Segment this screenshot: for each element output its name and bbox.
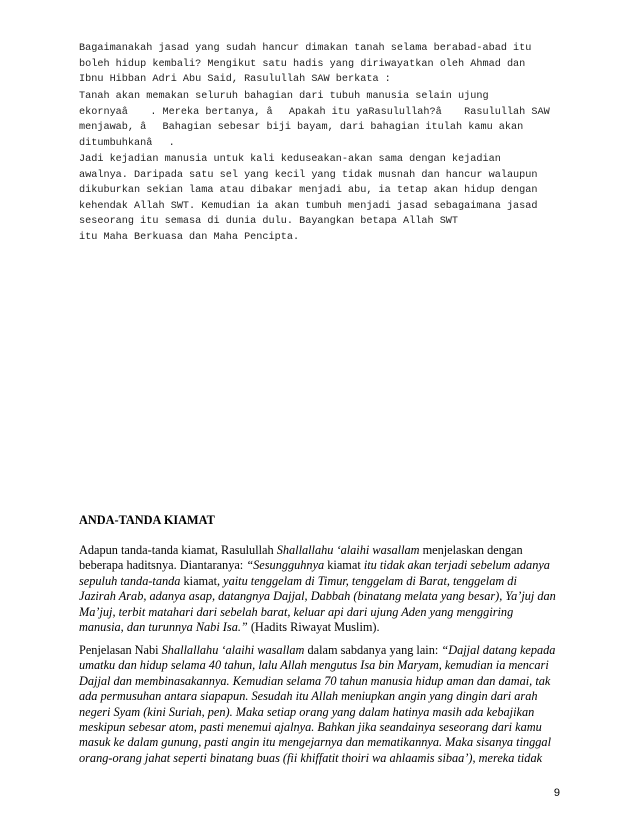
text-line: ada permusuhan antara siapapun. Sesudah itu Allah meniupkan angin yang dingin dari arah [79,689,538,704]
text-line: Ibnu Hibban Adri Abu Said, Rasulullah SAW berkata : [79,74,391,85]
text-line: meskipun sebesar atom, pasti menemui ajalnya. Bahkan jika seandainya seseorang dari kamu [79,720,542,735]
text-line: manusia, dan turunnya Nabi Isa.” (Hadits Riwayat Muslim). [79,620,380,635]
text-line: Adapun tanda-tanda kiamat, Rasulullah Shallallahu ‘alaihi wasallam menjelaskan dengan [79,543,523,557]
text-line: Bagaimanakah jasad yang sudah hancur dimakan tanah selama berabad-abad itu [79,43,532,54]
text-line: sepuluh tanda-tanda kiamat, yaitu tenggelam di Timur, tenggelam di Barat, tenggelam di [79,573,517,588]
text-line: itu Maha Berkuasa dan Maha Pencipta. [79,231,300,243]
mono-paragraph-1 [79,41,579,88]
text-line: Jazirah Arab, adanya asap, datangnya Dajjal, Dabbah (binatang melata yang besar), Ya’juj dan [79,589,556,604]
text-line: menjawab, âBahagian sebesar biji bayam, dari bahagian itulah kamu akan [79,122,524,133]
text-line: ditumbuhkanâ. [79,137,175,149]
paragraph-tanda-kiamat [79,543,569,635]
text-line: Jadi kejadian manusia untuk kali keduseakan-akan sama dengan kejadian [79,154,501,165]
page-number: 9 [553,787,560,799]
text-line: Ma’juj, terbit matahari dari sebelah barat, keluar api dari ujung Aden yang menggiring [79,604,514,619]
section-heading-block [79,513,569,528]
text-line: dikuburkan sekian lama atau dibakar menjadi abu, ia tetap akan hidup dengan [79,185,538,196]
text-line: awalnya. Daripada satu sel yang kecil yang tidak musnah dan hancur walaupun [79,169,538,181]
text-line: Dajjal dan membinasakannya. Kemudian selama 70 tahun manusia hidup aman dan damai, tak [79,673,551,688]
mono-paragraph-2 [79,89,579,151]
text-line: ekornyaâ . Mereka bertanya, âApakah itu yaRasulullah?â Rasulullah SAW [79,106,550,118]
text-line: masuk ke dalam gunung, pasti angin itu mengejarnya dan mematikannya. Maka sisanya tinggal [79,735,552,750]
text-line: Tanah akan memakan seluruh bahagian dari tubuh manusia selain ujung [79,91,489,102]
text-line: orang-orang jahat seperti binatang buas (fii khiffatit thoiri wa ahlaamis sibaa’), mereka tidak [79,750,543,765]
section-heading: ANDA-TANDA KIAMAT [79,513,215,527]
paragraph-penjelasan [79,643,569,766]
mono-paragraph-3 [79,152,579,245]
text-line: beberapa haditsnya. Diantaranya: “Sesungguhnya kiamat itu tidak akan terjadi sebelum adanya [79,558,550,573]
text-line: boleh hidup kembali? Mengikut satu hadis yang diriwayatkan oleh Ahmad dan [79,58,526,70]
text-line: umatku dan hidup selama 40 tahun, lalu Allah mengutus Isa bin Maryam, kemudian ia mencari [79,658,549,673]
text-line: kehendak Allah SWT. Kemudian ia akan tumbuh menjadi jasad sebagaimana jasad [79,200,538,212]
text-line: Penjelasan Nabi Shallallahu ‘alaihi wasallam dalam sabdanya yang lain: “Dajjal datang kepada [79,643,556,657]
text-line: seseorang itu semasa di dunia dulu. Bayangkan betapa Allah SWT [79,216,459,227]
text-line: negeri Syam (kini Suriah, pen). Maka setiap orang yang dalam hatinya masih ada kebajikan [79,704,535,719]
